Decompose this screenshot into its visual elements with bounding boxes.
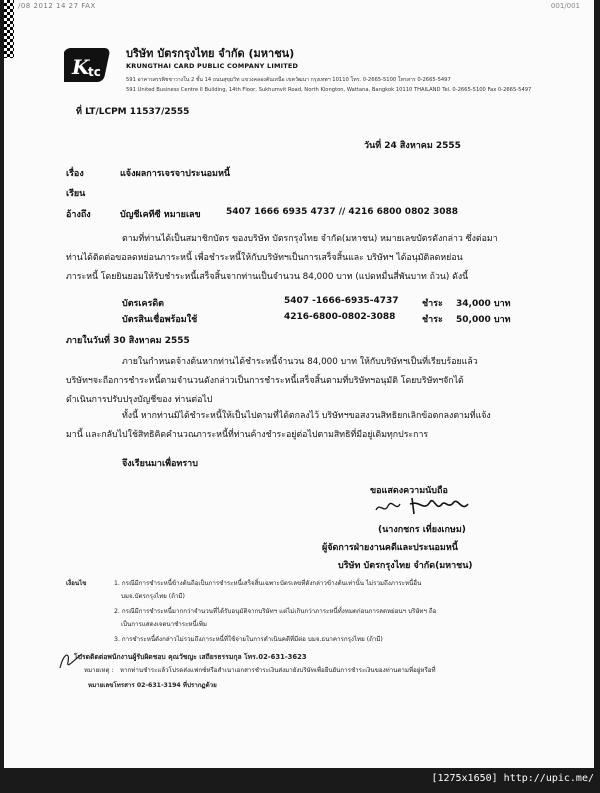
company-name-en: KRUNGTHAI CARD PUBLIC COMPANY LIMITED bbox=[126, 62, 299, 70]
company-name-th: บริษัท บัตรกรุงไทย จำกัด (มหาชน) bbox=[126, 47, 295, 60]
fax-contact: หมายเลขโทรสาร 02-631-3194 ที่ปรากฏด้วย bbox=[88, 682, 217, 689]
reference-label: อ้างถึง bbox=[66, 210, 91, 220]
ktc-logo-icon bbox=[64, 46, 114, 86]
svg-text:K: K bbox=[72, 55, 90, 79]
remark-text: หากท่านชำระแล้วโปรดส่งแฟกซ์หรือสำเนาเอกสารชำระเงินส่งมายังบริษัทเพื่อยืนยันการชำระเงินของท่านตามที่อยู่หรือที่ bbox=[120, 667, 436, 674]
paragraph-1-line: ตามที่ท่านได้เป็นสมาชิกบัตร ของบริษัท บัตรกรุงไทย จำกัด(มหาชน) หมายเลขบัตรดังกล่าว ซึ่งต่อมา bbox=[122, 234, 498, 244]
closing-text: จึงเรียนมาเพื่อทราบ bbox=[122, 459, 198, 469]
condition-item: บมจ.บัตรกรุงไทย (ถ้ามี) bbox=[121, 593, 185, 600]
signer-name: (นางกชกร เที่ยงเกษม) bbox=[378, 525, 466, 535]
paragraph-2-line: บริษัทฯจะถือการชำระหนี้ตามจำนวนดังกล่าวเป็นการชำระหนี้เสร็จสิ้นตามที่บริษัทฯอนุมัติ โดยบริษัทฯจักได้ bbox=[66, 376, 464, 386]
salutation-label: เรียน bbox=[66, 189, 86, 199]
remark-label: หมายเหตุ : bbox=[84, 667, 114, 674]
paragraph-1 bbox=[66, 230, 576, 287]
subject-label: เรื่อง bbox=[66, 169, 84, 179]
table-card-number: 5407 -1666-6935-4737 bbox=[284, 296, 399, 306]
table-pay-label: ชำระ bbox=[422, 299, 443, 309]
paragraph-1-line: ท่านได้ติดต่อขอลดหย่อนภาระหนี้ เพื่อชำระหนี้ให้กับบริษัทฯเป็นการเสร็จสิ้นและ บริษัทฯ ได้อนุมัติลดหย่อน bbox=[66, 253, 463, 263]
paragraph-3-line: มานี้ และกลับไปใช้สิทธิคิดคำนวณภาระหนี้ที่ท่านค้างชำระอยู่ต่อไปตามสิทธิที่มีอยู่เดิมทุกประการ bbox=[66, 430, 429, 440]
signer-title: ผู้จัดการฝ่ายงานคดีและประนอมหนี้ bbox=[322, 543, 458, 553]
condition-item: 3. การชำระหนี้ดังกล่าวไม่รวมถึงภาระหนี้ที่ใช้จ่ายในการดำเนินคดีที่มีต่อ บมจ.ธนาคารกรุงไทย (ถ้ามี) bbox=[114, 636, 383, 643]
conditions-label: เงื่อนไข bbox=[66, 580, 87, 587]
table-card-number: 4216-6800-0802-3088 bbox=[284, 312, 396, 322]
paragraph-3-line: ทั้งนี้ หากท่านมิได้ชำระหนี้ให้เป็นไปตามที่ได้ตกลงไว้ บริษัทฯขอสงวนสิทธิยกเลิกข้อตกลงตามที่แจ้ง bbox=[122, 411, 491, 421]
reference-text: บัญชีเคทีซี หมายเลข bbox=[120, 210, 201, 220]
image-watermark: [1275x1650] http://upic.me/ bbox=[431, 773, 594, 784]
paragraph-2 bbox=[66, 353, 576, 410]
company-address-en: 591 United Business Centre II Building, 14th Floor, Sukhumvit Road, North Klongton, Wattana, Bangkok 10110 THAILAND Tel. 0-2665-5100 Fax 0-2665-5497 bbox=[126, 87, 532, 93]
company-header bbox=[126, 44, 531, 93]
reference-number: ที่ LT/LCPM 11537/2555 bbox=[76, 107, 190, 117]
fax-page-number: 001/001 bbox=[550, 2, 580, 10]
svg-text:tc: tc bbox=[88, 65, 101, 79]
table-pay-label: ชำระ bbox=[422, 315, 443, 325]
signature-icon bbox=[374, 494, 474, 516]
fax-edge-pattern bbox=[4, 0, 14, 58]
paragraph-1-line: ภาระหนี้ โดยยินยอมให้รับชำระหนี้เสร็จสิ้นจากท่านเป็นจำนวน 84,000 บาท (แปดหมื่นสี่พันบาท ถ้วน) ดังนี้ bbox=[66, 272, 469, 282]
paragraph-2-line: ดำเนินการปรับปรุงบัญชีของ ท่านต่อไป bbox=[66, 395, 213, 405]
table-amount: 50,000 บาท bbox=[456, 315, 511, 325]
due-date: ภายในวันที่ 30 สิงหาคม 2555 bbox=[66, 336, 190, 346]
regards-text: ขอแสดงความนับถือ bbox=[370, 486, 448, 496]
paragraph-3 bbox=[66, 407, 576, 445]
table-amount: 34,000 บาท bbox=[456, 299, 511, 309]
subject-text: แจ้งผลการเจรจาประนอมหนี้ bbox=[120, 169, 231, 179]
image-footer bbox=[0, 768, 600, 793]
company-address-th: 591 อาคารสรรพิชชาวางใน 2 ชั้น 14 ถนนสุขุมวิท แขวงคลองตันเหนือ เขตวัฒนา กรุงเทพฯ 10110 โทร. 0-2665-5100 โทรสาร 0-2665-5497 bbox=[126, 77, 451, 83]
reference-accounts: 5407 1666 6935 4737 // 4216 6800 0802 3088 bbox=[226, 207, 459, 217]
paragraph-2-line: ภายในกำหนดจ้างต้นหากท่านได้ชำระหนี้จำนวน 84,000 บาท ให้กับบริษัทฯเป็นที่เรียบร้อยแล้ว bbox=[122, 357, 478, 367]
signer-company: บริษัท บัตรกรุงไทย จำกัด(มหาชน) bbox=[338, 561, 473, 571]
fax-header: /08 2012 14 27 FAX bbox=[18, 2, 96, 10]
table-card-type: บัตรสินเชื่อพร้อมใช้ bbox=[122, 315, 198, 325]
letter-date: วันที่ 24 สิงหาคม 2555 bbox=[364, 141, 461, 151]
contact-info: โปรดติดต่อพนักงานผู้รับผิดชอบ คุณวัชญะ เสถียรธรรมกุล โทร.02-631-3623 bbox=[74, 653, 307, 661]
fax-page bbox=[4, 0, 594, 768]
condition-item: 1. กรณีมีการชำระหนี้ข้างต้นถือเป็นการชำระหนี้เสร็จสิ้นเฉพาะบัตรเลขที่ดังกล่าวข้างต้นเท่านั้น ไม่รวมถึงภาระหนี้อื่น bbox=[114, 580, 422, 587]
condition-item: 2. กรณีมีการชำระหนี้มากกว่าจำนวนที่ได้รับอนุมัติจากบริษัทฯ แต่ไม่เกินกว่าภาระหนี้ทั้งหมดก่อนการลดหย่อนฯ บริษัทฯ ถือ bbox=[114, 608, 437, 615]
condition-item: เป็นการแสดงเจตนาชำระหนี้เพิ่ม bbox=[121, 621, 207, 628]
table-card-type: บัตรเครดิต bbox=[122, 299, 165, 309]
